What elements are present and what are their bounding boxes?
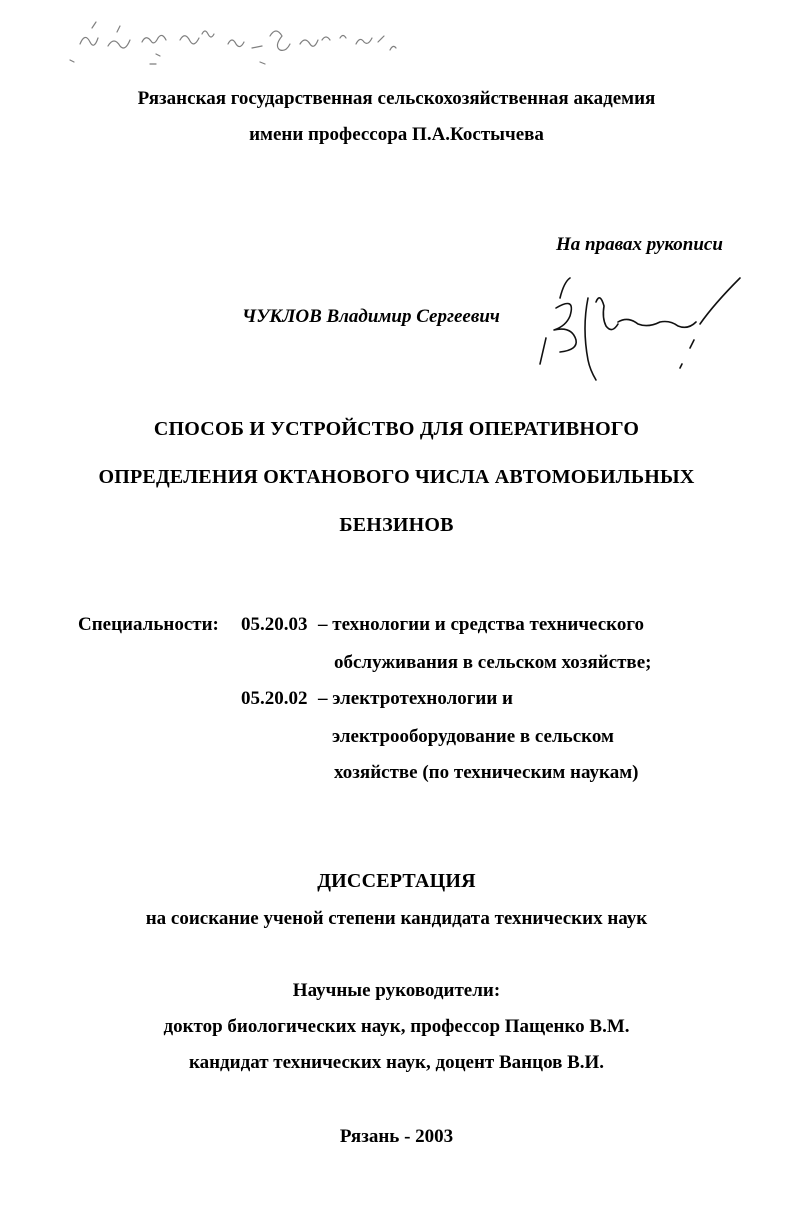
degree-line: на соискание ученой степени кандидата технических наук bbox=[145, 908, 648, 929]
specialty-2-line-1: – электротехнологии и bbox=[318, 688, 514, 709]
specialty-1-line-2: обслуживания в сельском хозяйстве; bbox=[334, 652, 652, 673]
copyright-notice: На правах рукописи bbox=[556, 234, 723, 255]
author-name: ЧУКЛОВ Владимир Сергеевич bbox=[242, 306, 500, 327]
specialties-label: Специальности: bbox=[78, 614, 219, 635]
title-line-2: ОПРЕДЕЛЕНИЯ ОКТАНОВОГО ЧИСЛА АВТОМОБИЛЬНЫХ bbox=[98, 466, 695, 488]
supervisor-2: кандидат технических наук, доцент Ванцов В.И. bbox=[188, 1052, 605, 1073]
supervisor-1: доктор биологических наук, профессор Пащенко В.М. bbox=[163, 1016, 630, 1037]
institution-line-2: имени профессора П.А.Костычева bbox=[249, 124, 544, 145]
specialty-2-line-3: хозяйстве (по техническим наукам) bbox=[334, 762, 639, 783]
city-year: Рязань - 2003 bbox=[339, 1126, 454, 1147]
specialty-2-line-2: электрооборудование в сельском bbox=[332, 726, 614, 747]
specialty-2-code: 05.20.02 bbox=[241, 688, 308, 709]
institution-line-1: Рязанская государственная сельскохозяйственная академия bbox=[137, 88, 656, 109]
specialty-1-code: 05.20.03 bbox=[241, 614, 308, 635]
author-signature bbox=[530, 268, 750, 388]
specialty-1-line-1: – технологии и средства технического bbox=[318, 614, 644, 635]
handwritten-note bbox=[60, 14, 440, 74]
supervisors-heading: Научные руководители: bbox=[292, 980, 501, 1001]
title-line-3: БЕНЗИНОВ bbox=[339, 514, 454, 536]
title-line-1: СПОСОБ И УСТРОЙСТВО ДЛЯ ОПЕРАТИВНОГО bbox=[153, 418, 640, 440]
document-type: ДИССЕРТАЦИЯ bbox=[317, 870, 476, 892]
